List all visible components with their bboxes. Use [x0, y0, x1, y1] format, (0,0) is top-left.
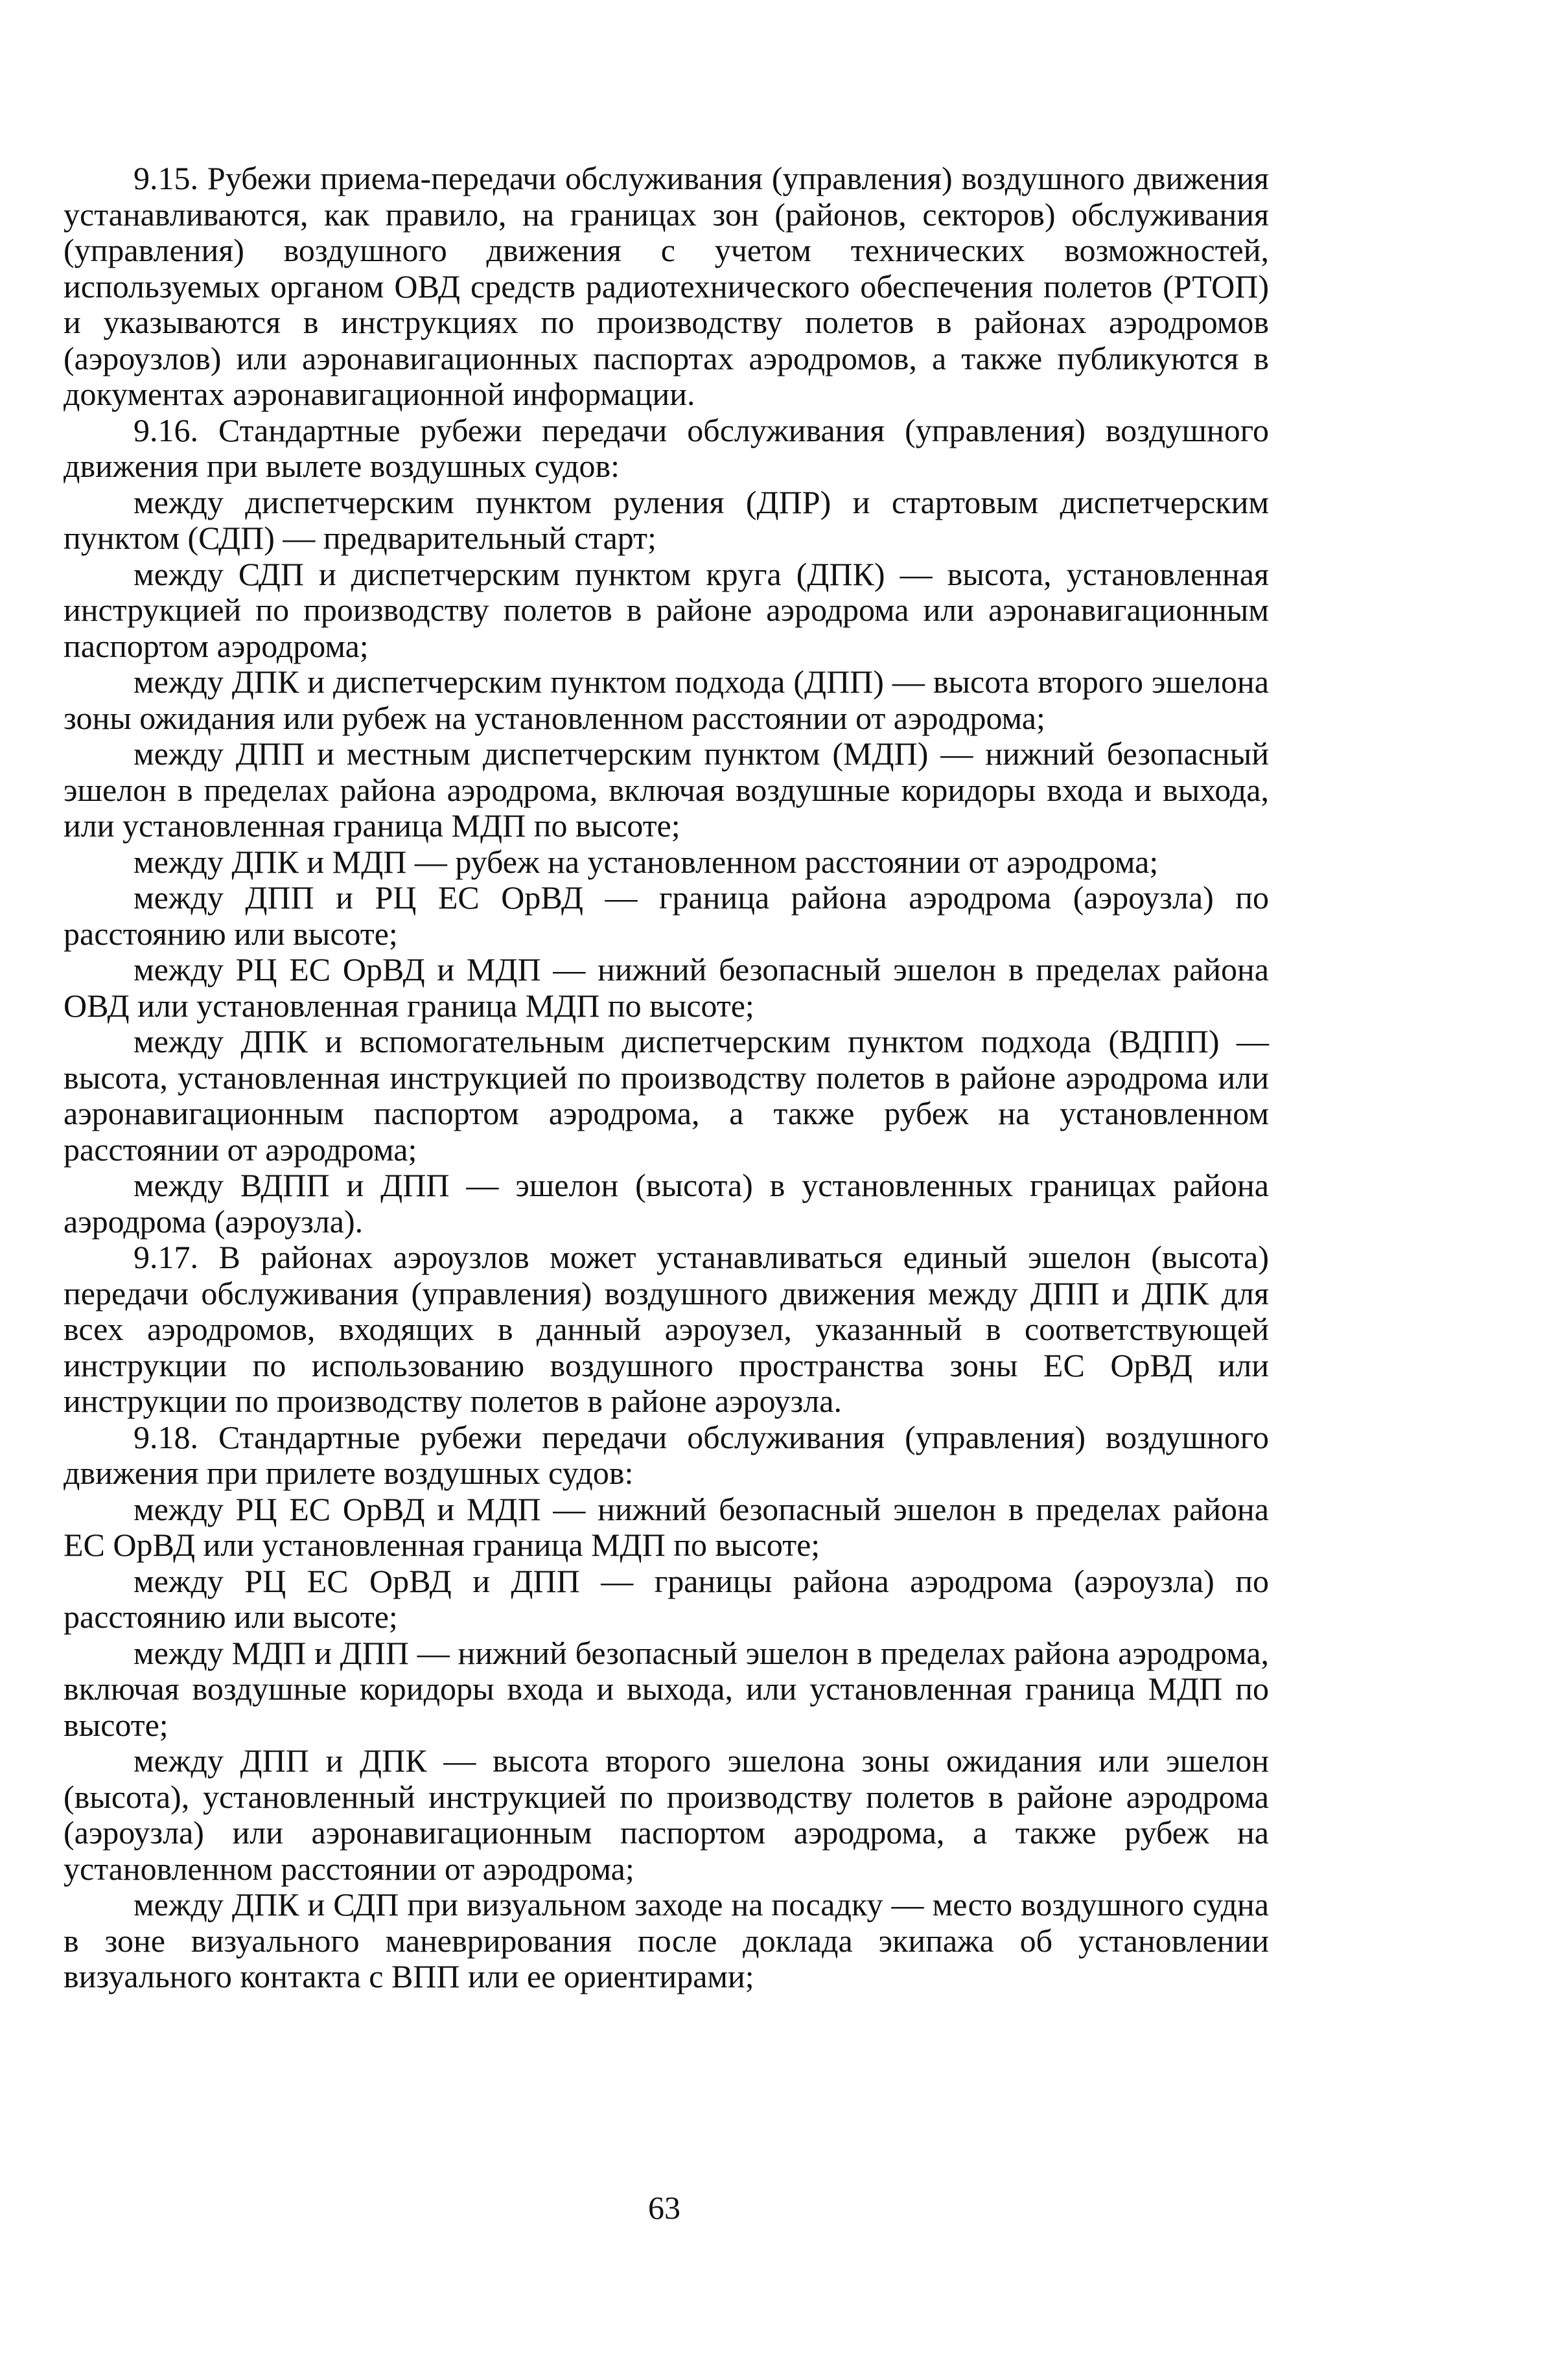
list-item: между ДПП и РЦ ЕС ОрВД — граница района аэродрома (аэроузла) по расстоянию или высоте;: [64, 879, 1269, 952]
list-item: между ДПК и МДП — рубеж на установленном расстоянии от аэродрома;: [134, 843, 1159, 880]
list-item: между РЦ ЕС ОрВД и МДП — нижний безопасный эшелон в пределах района ЕС ОрВД или установленная граница МДП по высоте;: [64, 1490, 1269, 1563]
document-body: [64, 161, 1269, 1995]
list-item: между ДПП и местным диспетчерским пунктом (МДП) — нижний безопасный эшелон в пределах района аэродрома, включая воздушные коридоры входа и выхода, или установленная граница МДП по высоте;: [64, 735, 1269, 844]
list-item: между ВДПП и ДПП — эшелон (высота) в установленных границах района аэродрома (аэроузла).: [64, 1167, 1269, 1240]
list-item: между РЦ ЕС ОрВД и ДПП — границы района аэродрома (аэроузла) по расстоянию или высоте;: [64, 1562, 1269, 1635]
list-item: между ДПП и ДПК — высота второго эшелона зоны ожидания или эшелон (высота), установленный инструкцией по производству полетов в районе аэродрома (аэроузла) или аэронавигационным паспортом аэродрома, а также рубеж на установленном расстоянии от аэродрома;: [64, 1742, 1269, 1887]
list-item: между ДПК и диспетчерским пунктом подхода (ДПП) — высота второго эшелона зоны ожидания или рубеж на установленном расстоянии от аэродрома;: [64, 664, 1269, 736]
list-item: между ДПК и вспомогательным диспетчерским пунктом подхода (ВДПП) — высота, установленная инструкцией по производству полетов в районе аэродрома или аэронавигационным паспортом аэродрома, а также рубеж на установленном расстоянии от аэродрома;: [64, 1023, 1269, 1168]
paragraph-9-16: 9.16. Стандартные рубежи передачи обслуживания (управления) воздушного движения при вылете воздушных судов:: [64, 411, 1269, 484]
list-item: между диспетчерским пунктом руления (ДПР) и стартовым диспетчерским пунктом (СДП) — предварительный старт;: [64, 483, 1269, 556]
list-item: между МДП и ДПП — нижний безопасный эшелон в пределах района аэродрома, включая воздушные коридоры входа и выхода, или установленная граница МДП по высоте;: [64, 1634, 1269, 1743]
page-number: 63: [648, 2189, 680, 2226]
list-item: между СДП и диспетчерским пунктом круга (ДПК) — высота, установленная инструкцией по производству полетов в районе аэродрома или аэронавигационным паспортом аэродрома;: [64, 555, 1269, 664]
paragraph-9-15: 9.15. Рубежи приема-передачи обслуживания (управления) воздушного движения устанавливаются, как правило, на границах зон (районов, секторов) обслуживания (управления) воздушного движения с учетом технических возможностей, используемых органом ОВД средств радиотехнического обеспечения полетов (РТОП) и указываются в инструкциях по производству полетов в районах аэродромов (аэроузлов) или аэронавигационных паспортах аэродромов, а также публикуются в документах аэронавигационной информации.: [64, 160, 1269, 412]
paragraph-9-18: 9.18. Стандартные рубежи передачи обслуживания (управления) воздушного движения при прилете воздушных судов:: [64, 1418, 1269, 1491]
list-item: между РЦ ЕС ОрВД и МДП — нижний безопасный эшелон в пределах района ОВД или установленная граница МДП по высоте;: [64, 951, 1269, 1024]
list-item: между ДПК и СДП при визуальном заходе на посадку — место воздушного судна в зоне визуального маневрирования после доклада экипажа об установлении визуального контакта с ВПП или ее ориентирами;: [64, 1886, 1269, 1994]
paragraph-9-17: 9.17. В районах аэроузлов может устанавливаться единый эшелон (высота) передачи обслуживания (управления) воздушного движения между ДПП и ДПК для всех аэродромов, входящих в данный аэроузел, указанный в соответствующей инструкции по использованию воздушного пространства зоны ЕС ОрВД или инструкции по производству полетов в районе аэроузла.: [64, 1239, 1269, 1419]
